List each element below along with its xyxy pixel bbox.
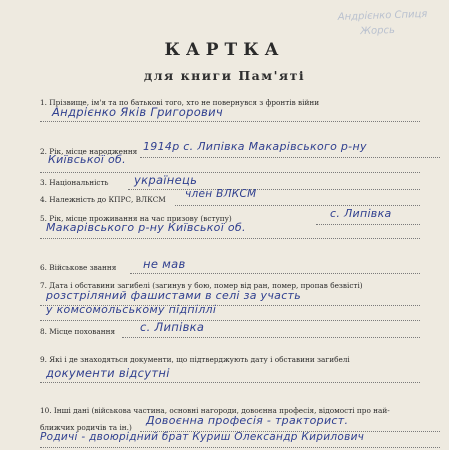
- field-8-label: 8. Місце поховання: [40, 327, 116, 336]
- field-2-label: 2. Рік, місце народження: [40, 147, 138, 156]
- field-5-underline-2: [40, 238, 420, 239]
- field-7-value-continued: у комсомольському підпіллі: [46, 303, 217, 316]
- card-subtitle: для книги Пам'яті: [143, 68, 306, 83]
- field-9-value: документи відсутні: [46, 366, 170, 380]
- field-6-value: не мав: [143, 257, 186, 271]
- field-8-value: с. Липівка: [140, 320, 205, 334]
- field-10-label-continued: ближчих родичів та ін.): [40, 423, 132, 432]
- field-9-underline: [40, 382, 420, 383]
- field-10-value: Довоєнна професія - тракторист.: [146, 414, 349, 427]
- field-10-label: 10. Інші дані (військова частина, основні нагороди, довоєнна професія, відомості про най-: [40, 406, 390, 415]
- field-6-underline: [130, 273, 420, 274]
- field-4-label: 4. Належність до КПРС, ВЛКСМ: [40, 195, 166, 204]
- field-4-underline: [175, 205, 420, 206]
- field-1-label: 1. Прізвище, ім'я та по батькові того, хто не повернувся з фронтів війни: [40, 98, 320, 107]
- corner-note-line-1: Андрієнко Спиця: [337, 8, 428, 23]
- field-1-underline: [40, 121, 420, 122]
- field-2-value: 1914р с. Липівка Макарівського р-ну: [143, 140, 367, 153]
- field-4-value: член ВЛКСМ: [185, 188, 257, 200]
- field-6-label: 6. Військове звання: [40, 263, 117, 272]
- field-2-underline-2: [40, 172, 420, 173]
- field-2-underline: [140, 157, 440, 158]
- field-7-label: 7. Дата і обставини загибелі (загинув у бою, помер від ран, помер, пропав безвісті): [40, 281, 363, 290]
- field-8-underline: [122, 337, 420, 338]
- field-5-value-continued: Макарівського р-ну Київської об.: [46, 221, 246, 234]
- field-7-underline-2: [40, 320, 420, 321]
- field-5-label: 5. Рік, місце проживання на час призову (вступу): [40, 214, 232, 223]
- field-2-value-continued: Київської об.: [48, 153, 126, 166]
- field-3-label: 3. Національність: [40, 178, 109, 187]
- field-3-underline: [128, 189, 420, 190]
- field-9-label: 9. Які і де знаходяться документи, що підтверджують дату і обставини загибелі: [40, 355, 350, 364]
- field-3-value: українець: [134, 173, 198, 187]
- corner-handwritten-note: [338, 6, 449, 40]
- field-5-value: с. Липівка: [330, 207, 392, 220]
- field-10-value-continued: Родичі - двоюрідний брат Куриш Олександр Кирилович: [40, 431, 365, 443]
- field-1-value: Андрієнко Яків Григорович: [52, 105, 224, 119]
- corner-note-line-2: Жорсь: [360, 24, 396, 38]
- card-title: КАРТКА: [164, 40, 285, 60]
- field-10-underline-2: [40, 447, 440, 448]
- field-5-underline: [316, 224, 420, 225]
- field-7-value: розстріляний фашистами в селі за участь: [46, 289, 302, 302]
